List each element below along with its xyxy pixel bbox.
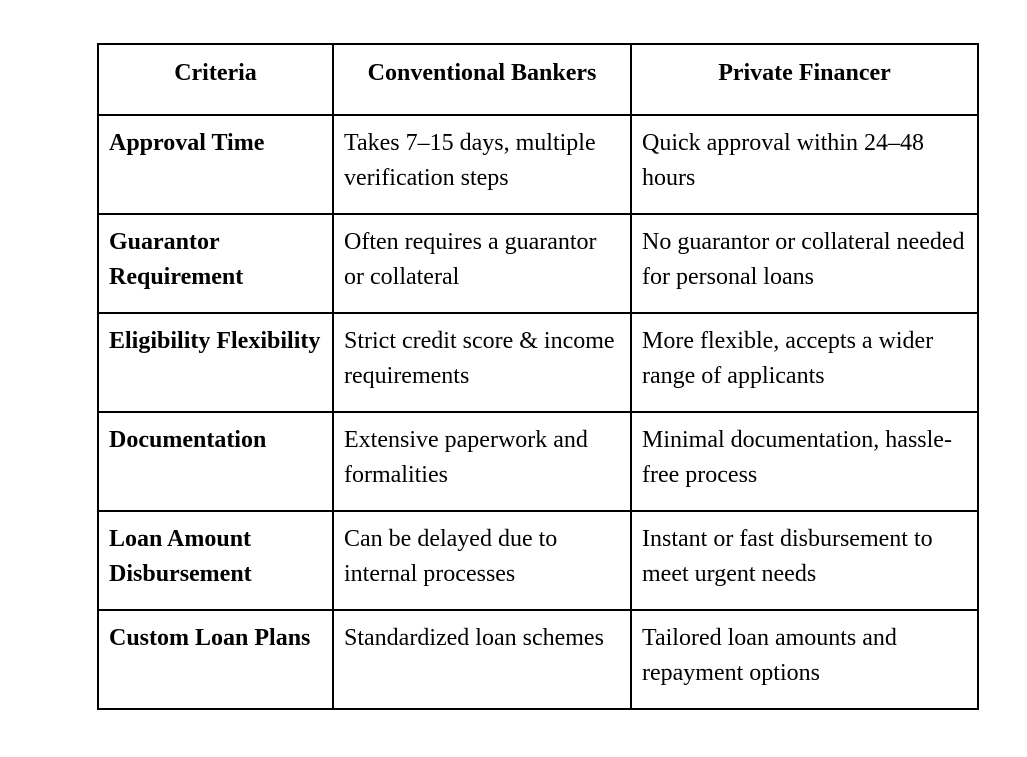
- private-cell: No guarantor or collateral needed for personal loans: [631, 214, 978, 313]
- conventional-cell: Can be delayed due to internal processes: [333, 511, 631, 610]
- criteria-cell: Loan Amount Disbursement: [98, 511, 333, 610]
- criteria-cell: Documentation: [98, 412, 333, 511]
- criteria-cell: Custom Loan Plans: [98, 610, 333, 709]
- conventional-cell: Takes 7–15 days, multiple verification steps: [333, 115, 631, 214]
- table-row: [98, 610, 978, 709]
- table-row: [98, 412, 978, 511]
- conventional-cell: Extensive paperwork and formalities: [333, 412, 631, 511]
- table-row: [98, 214, 978, 313]
- criteria-cell: Approval Time: [98, 115, 333, 214]
- table-header-row: [98, 44, 978, 115]
- table-row: [98, 115, 978, 214]
- private-cell: Instant or fast disbursement to meet urgent needs: [631, 511, 978, 610]
- table-row: [98, 313, 978, 412]
- conventional-cell: Often requires a guarantor or collateral: [333, 214, 631, 313]
- private-cell: Minimal documentation, hassle-free process: [631, 412, 978, 511]
- private-cell: Quick approval within 24–48 hours: [631, 115, 978, 214]
- comparison-table: [97, 43, 979, 710]
- criteria-cell: Guarantor Requirement: [98, 214, 333, 313]
- table-row: [98, 511, 978, 610]
- conventional-cell: Strict credit score & income requirements: [333, 313, 631, 412]
- private-cell: Tailored loan amounts and repayment options: [631, 610, 978, 709]
- header-private-financer: Private Financer: [631, 44, 978, 115]
- header-criteria: Criteria: [98, 44, 333, 115]
- header-conventional-bankers: Conventional Bankers: [333, 44, 631, 115]
- conventional-cell: Standardized loan schemes: [333, 610, 631, 709]
- criteria-cell: Eligibility Flexibility: [98, 313, 333, 412]
- private-cell: More flexible, accepts a wider range of applicants: [631, 313, 978, 412]
